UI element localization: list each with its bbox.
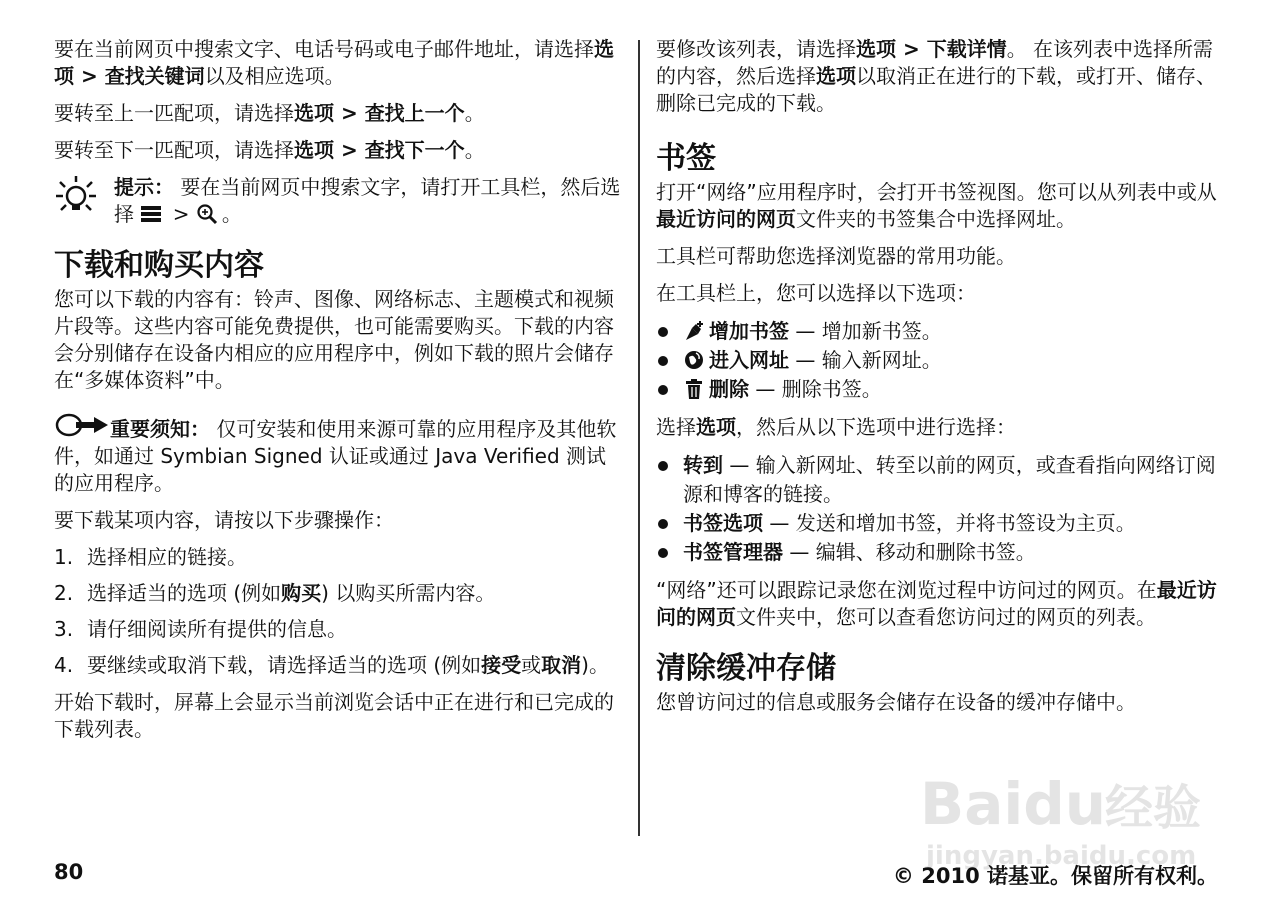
page-number: 80	[54, 860, 84, 884]
list-item: 2. 选择适当的选项 (例如购买) 以购买所需内容。	[54, 581, 496, 605]
list-item: 书签管理器 — 编辑、移动和删除书签。	[656, 538, 1231, 567]
right-column	[656, 36, 1231, 726]
find-next-paragraph: 要转至下一匹配项，请选择选项 > 查找下一个。	[54, 138, 485, 162]
download-heading: 下载和购买内容	[54, 248, 264, 283]
find-keyword-paragraph: 要在当前网页中搜索文字、电话号码或电子邮件地址，请选择选项 > 查找关键词以及相应选项。	[54, 37, 614, 88]
left-column	[54, 36, 622, 753]
download-list-paragraph: 开始下载时，屏幕上会显示当前浏览会话中正在进行和已完成的下载列表。	[54, 690, 614, 741]
search-icon	[196, 203, 218, 225]
important-note: 重要须知： 仅可安装和使用来源可靠的应用程序及其他软件，如通过 Symbian Signed 认证或通过 Java Verified 测试的应用程序。	[54, 410, 622, 497]
trash-icon	[683, 378, 705, 400]
select-options-paragraph: 选择选项，然后从以下选项中进行选择：	[656, 415, 1016, 439]
go-to-address-icon	[683, 349, 705, 371]
toolbar-items-list	[656, 317, 1231, 404]
list-item: 书签选项 — 发送和增加书签，并将书签设为主页。	[656, 509, 1231, 538]
list-item: 删除 — 删除书签。	[656, 375, 1231, 404]
bookmarks-intro-paragraph: 打开“网络”应用程序时，会打开书签视图。您可以从列表中或从最近访问的网页文件夹的书签集合中选择网址。	[656, 180, 1217, 231]
modify-list-paragraph: 要修改该列表，请选择选项 > 下载详情。 在该列表中选择所需的内容，然后选择选项以取消正在进行的下载，或打开、储存、删除已完成的下载。	[656, 37, 1216, 115]
menu-icon	[140, 203, 162, 225]
toolbar-paragraph: 工具栏可帮助您选择浏览器的常用功能。	[656, 244, 1016, 268]
bookmarks-heading: 书签	[656, 141, 716, 176]
lightbulb-icon	[54, 174, 102, 218]
list-item: 转到 — 输入新网址、转至以前的网页，或查看指向网络订阅源和博客的链接。	[656, 451, 1231, 509]
cache-paragraph: 您曾访问过的信息或服务会储存在设备的缓冲存储中。	[656, 690, 1136, 714]
download-intro-paragraph: 您可以下载的内容有：铃声、图像、网络标志、主题模式和视频片段等。这些内容可能免费提供，也可能需要购买。下载的内容会分别储存在设备内相应的应用程序中，例如下载的照片会储存在“多媒体资料”中。	[54, 287, 614, 392]
list-item: 4. 要继续或取消下载，请选择适当的选项 (例如接受或取消)。	[54, 653, 609, 677]
svg-text:经验: 经验	[1105, 780, 1202, 836]
list-item: 3. 请仔细阅读所有提供的信息。	[54, 617, 347, 641]
download-steps-list	[54, 544, 622, 679]
copyright: © 2010 诺基亚。保留所有权利。	[892, 864, 1218, 888]
add-bookmark-icon	[683, 320, 705, 342]
list-item: 1. 选择相应的链接。	[54, 545, 247, 569]
history-paragraph: “网络”还可以跟踪记录您在浏览过程中访问过的网页。在最近访问的网页文件夹中，您可以查看您访问过的网页的列表。	[656, 578, 1217, 629]
clear-cache-heading: 清除缓冲存储	[656, 651, 836, 686]
list-item: 进入网址 — 输入新网址。	[656, 346, 1231, 375]
find-previous-paragraph: 要转至上一匹配项，请选择选项 > 查找上一个。	[54, 101, 485, 125]
list-item: 增加书签 — 增加新书签。	[656, 317, 1231, 346]
svg-text:jingyan.baidu.com: jingyan.baidu.com	[926, 841, 1197, 871]
steps-intro-paragraph: 要下载某项内容，请按以下步骤操作：	[54, 508, 394, 532]
column-divider	[638, 40, 640, 836]
option-items-list	[656, 451, 1231, 567]
toolbar-options-paragraph: 在工具栏上，您可以选择以下选项：	[656, 281, 976, 305]
svg-text:Baidu: Baidu	[920, 770, 1107, 838]
tip-note: 提示： 要在当前网页中搜索文字，请打开工具栏，然后选择 > 。	[54, 174, 622, 228]
important-hand-icon	[54, 410, 110, 440]
